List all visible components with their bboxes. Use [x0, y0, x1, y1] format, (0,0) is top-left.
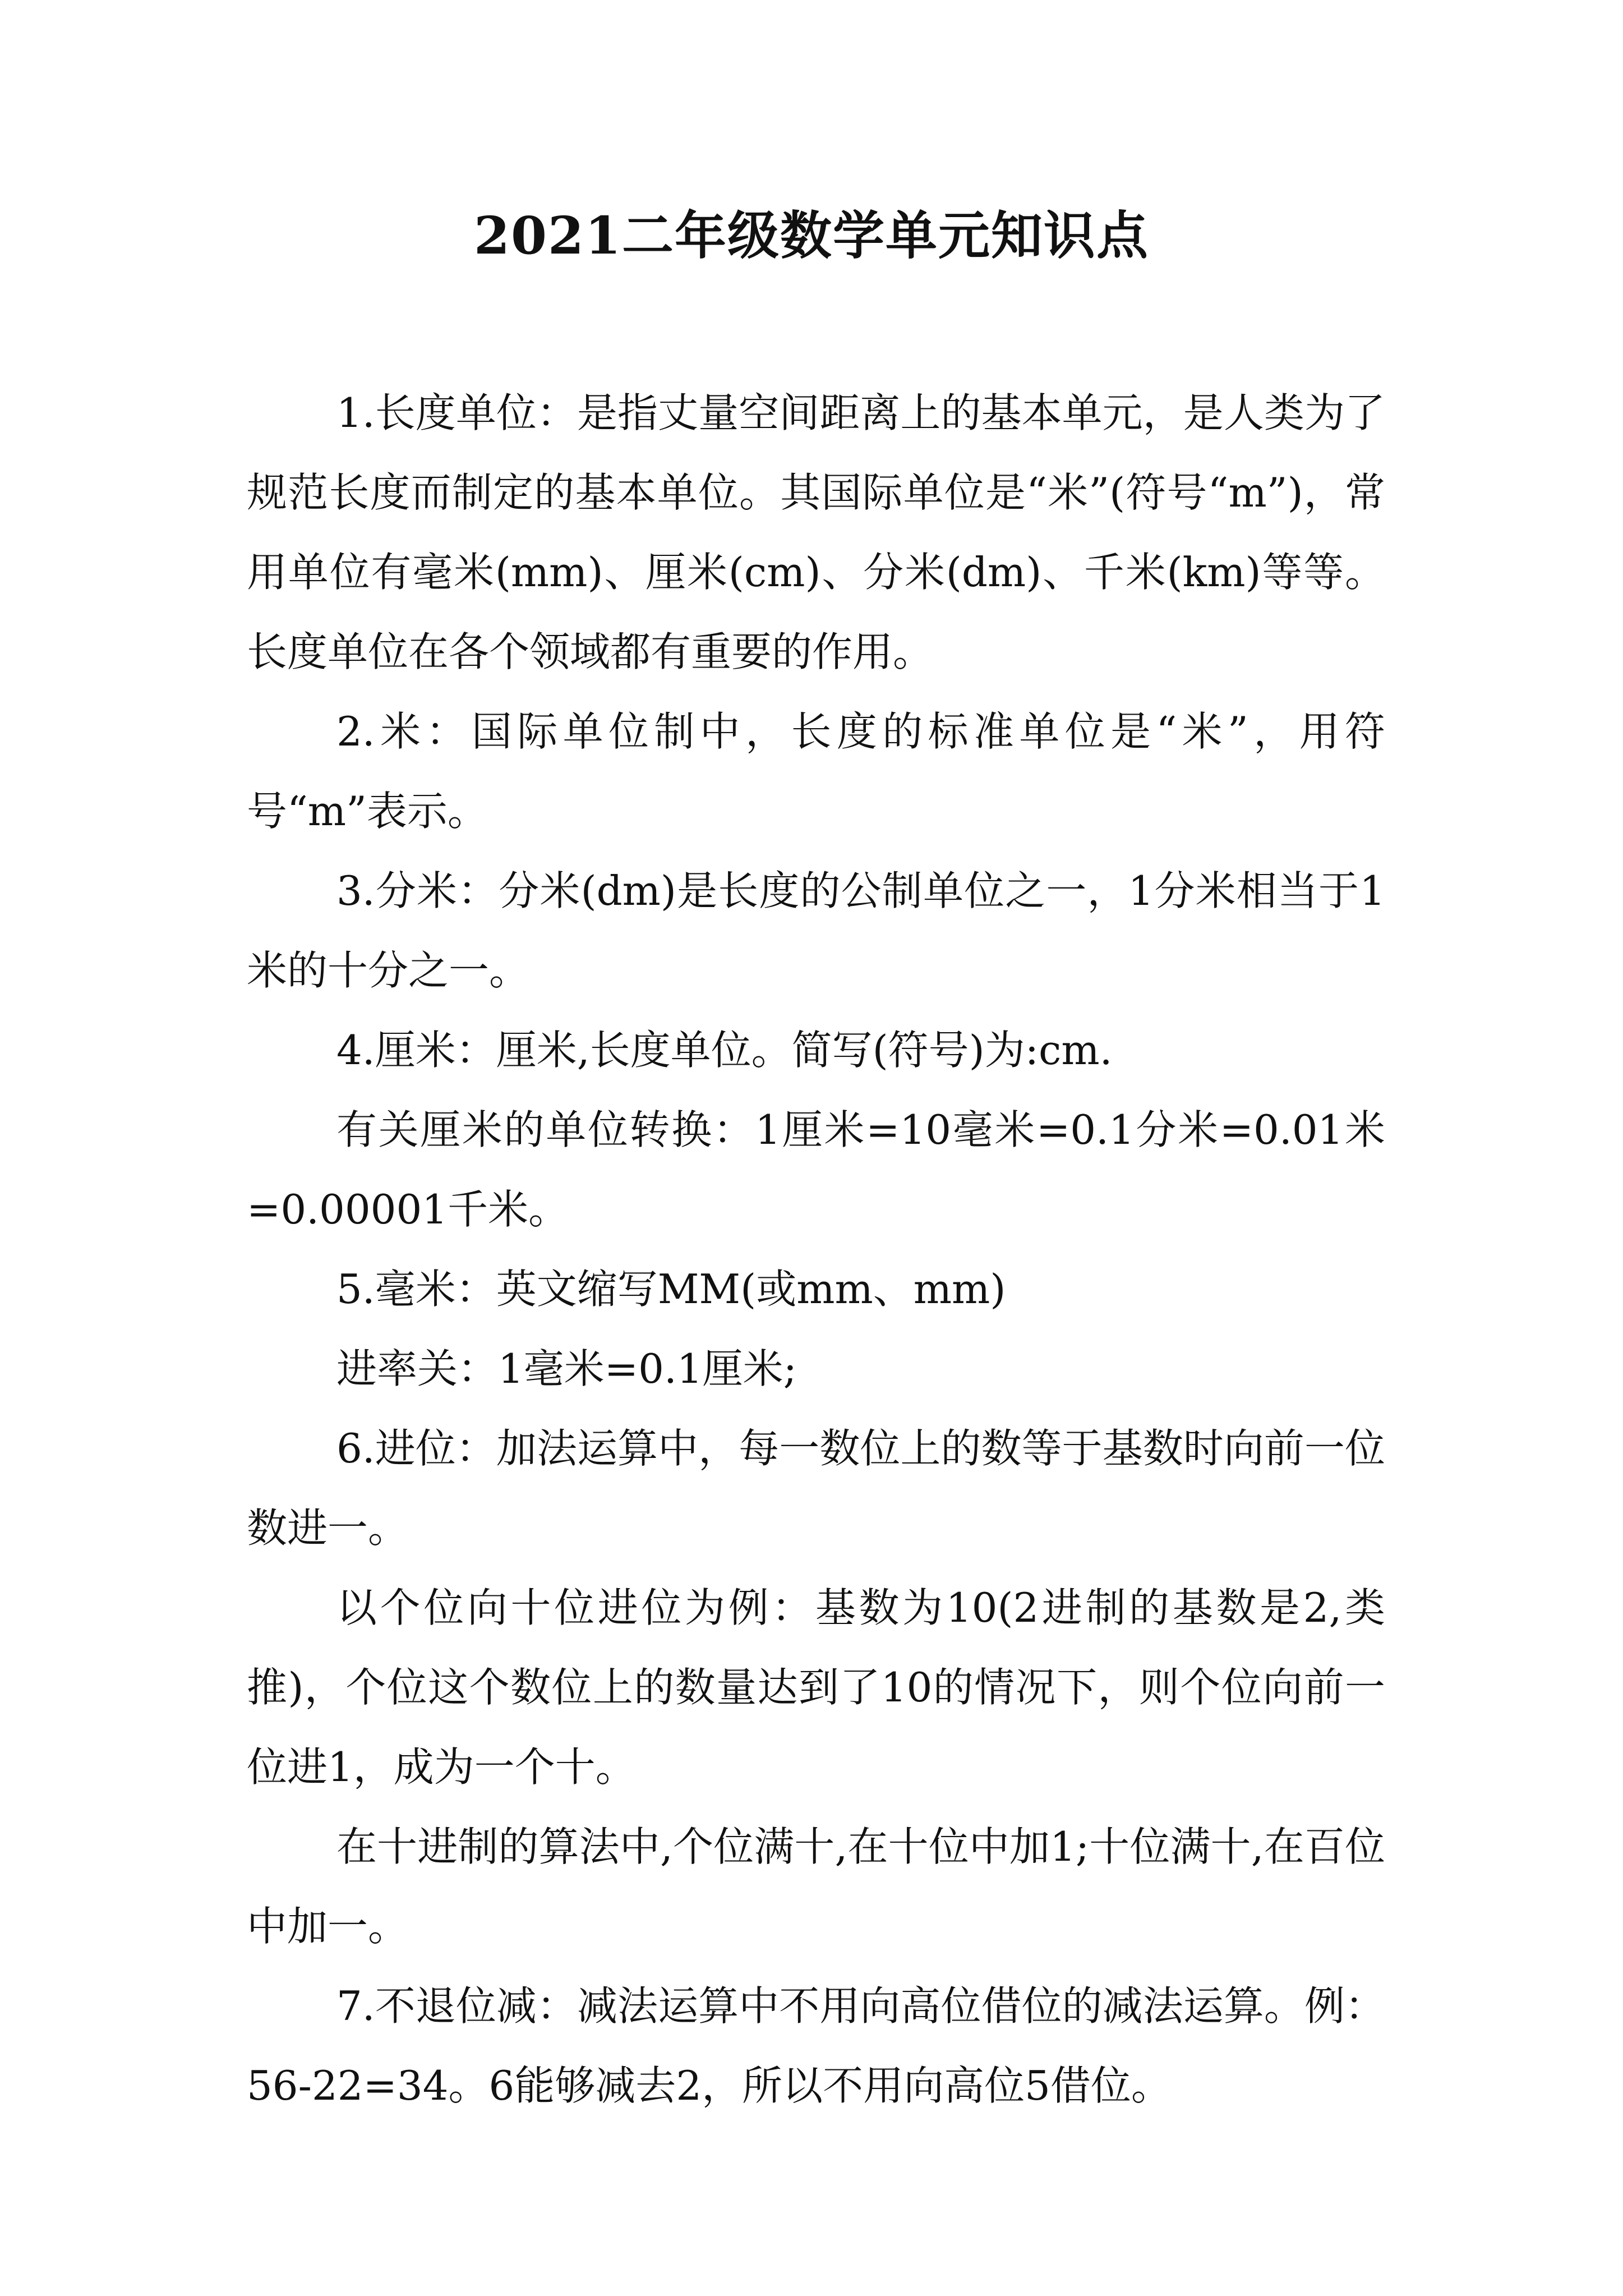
document-title: 2021二年级数学单元知识点: [473, 205, 1150, 266]
paragraph-meter: 2.米：国际单位制中，长度的标准单位是“米”，用符号“m”表示。: [247, 708, 1385, 835]
document-body: [247, 373, 1385, 2125]
paragraph-carry: 6.进位：加法运算中，每一数位上的数等于基数时向前一位数进一。: [247, 1425, 1385, 1552]
paragraph-centimeter: 4.厘米：厘米,长度单位。简写(符号)为:cm.: [336, 1027, 1113, 1074]
paragraph-millimeter-rate: 进率关：1毫米=0.1厘米;: [336, 1345, 797, 1392]
paragraph-decimal-carry: 在十进制的算法中,个位满十,在十位中加1;十位满十,在百位中加一。: [247, 1823, 1385, 1950]
paragraph-centimeter-conversion: 有关厘米的单位转换：1厘米=10毫米=0.1分米=0.01米=0.00001千米。: [247, 1106, 1385, 1233]
paragraph-carry-example: 以个位向十位进位为例：基数为10(2进制的基数是2,类推)，个位这个数位上的数量达到了10的情况下，则个位向前一位进1，成为一个十。: [247, 1584, 1385, 1791]
paragraph-decimeter: 3.分米：分米(dm)是长度的公制单位之一，1分米相当于1米的十分之一。: [247, 867, 1385, 994]
paragraph-length-unit: 1.长度单位：是指丈量空间距离上的基本单元，是人类为了规范长度而制定的基本单位。其国际单位是“米”(符号“m”)，常用单位有毫米(mm)、厘米(cm)、分米(dm)、千米(km)等等。长度单位在各个领域都有重要的作用。: [247, 389, 1385, 675]
paragraph-no-borrow-subtraction: 7.不退位减：减法运算中不用向高位借位的减法运算。例：56-22=34。6能够减去2，所以不用向高位5借位。: [247, 1982, 1385, 2109]
paragraph-millimeter: 5.毫米：英文缩写MM(或mm、mm): [336, 1266, 1006, 1313]
